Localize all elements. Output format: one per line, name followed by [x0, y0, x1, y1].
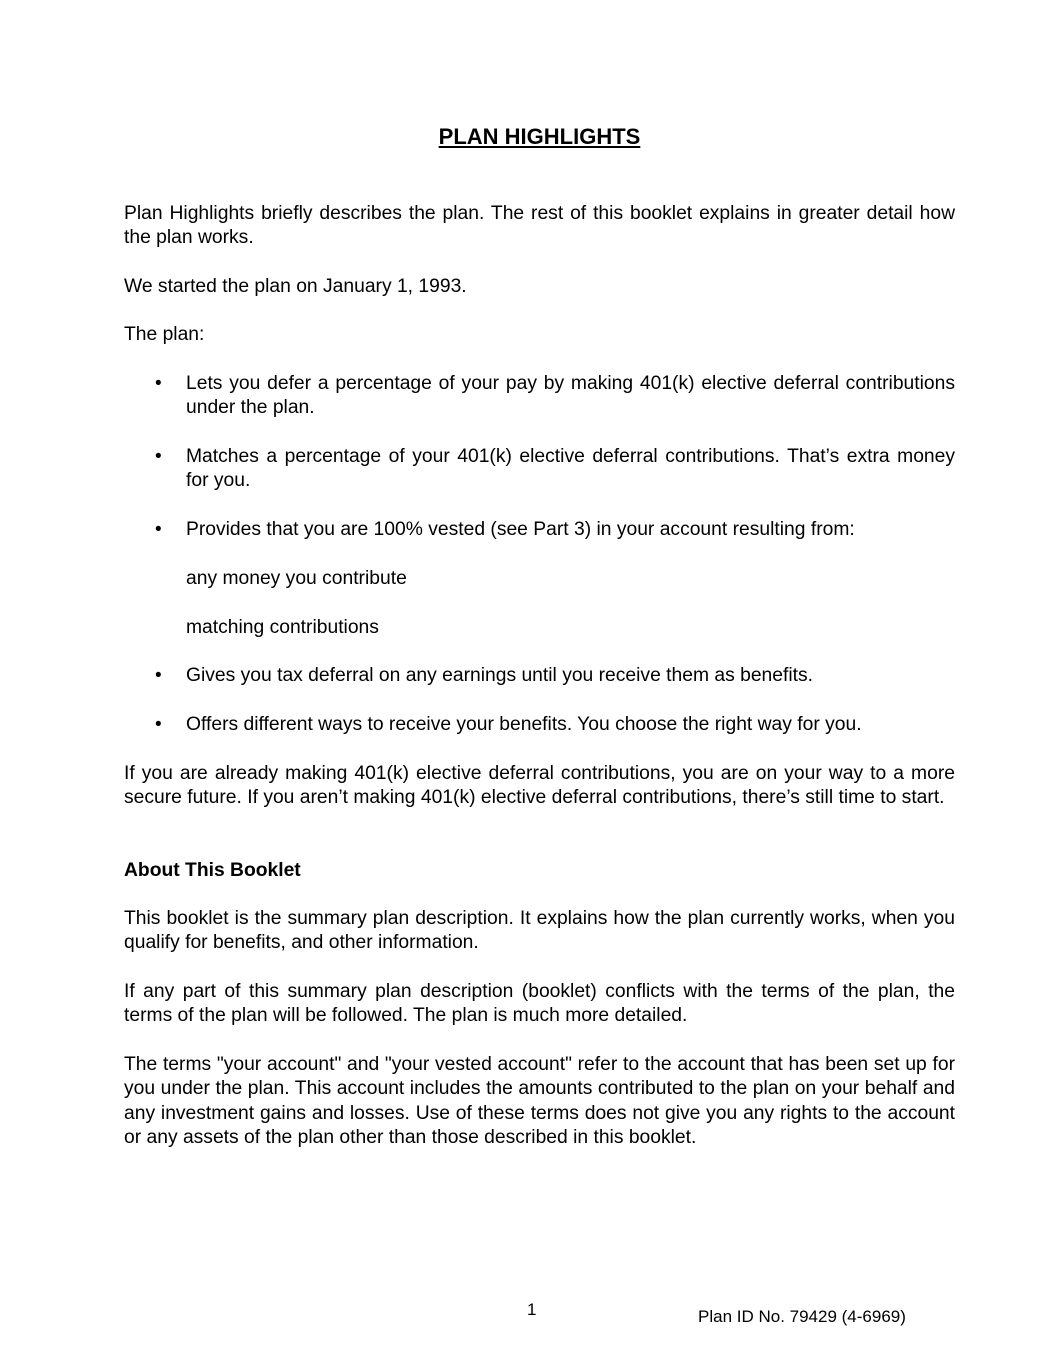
bullet-marker: •: [155, 373, 162, 394]
bullet-item-vesting: Provides that you are 100% vested (see Part 3) in your account resulting from:: [186, 519, 855, 540]
bullet-marker: •: [155, 665, 162, 686]
about-heading: About This Booklet: [124, 860, 301, 881]
plan-id: Plan ID No. 79429 (4-6969): [698, 1307, 906, 1326]
start-date-paragraph: We started the plan on January 1, 1993.: [124, 276, 467, 297]
vested-item-own-money: any money you contribute: [186, 568, 407, 589]
bullet-item-match: Matches a percentage of your 401(k) elective deferral contributions. That’s extra money for you.: [186, 446, 955, 492]
bullet-item-benefit-options: Offers different ways to receive your benefits. You choose the right way for you.: [186, 714, 862, 735]
about-paragraph-conflicts: If any part of this summary plan description (booklet) conflicts with the terms of the plan, the terms of the plan will be followed. The plan is much more detailed.: [124, 981, 955, 1027]
bullet-item-tax-deferral: Gives you tax deferral on any earnings until you receive them as benefits.: [186, 665, 813, 686]
bullet-item-deferral: Lets you defer a percentage of your pay by making 401(k) elective deferral contributions under the plan.: [186, 373, 955, 419]
about-paragraph-terms: The terms "your account" and "your vested account" refer to the account that has been set up for you under the plan. This account includes the amounts contributed to the plan on your behalf and any investment gains and losses. Use of these terms does not give you any rights to the account or any assets of the plan other than those described in this booklet.: [124, 1054, 955, 1148]
encouragement-paragraph: If you are already making 401(k) elective deferral contributions, you are on your way to a more secure future. If you aren’t making 401(k) elective deferral contributions, there’s still time to start.: [124, 763, 955, 809]
plan-lead-text: The plan:: [124, 324, 205, 345]
page-number: 1: [527, 1300, 537, 1319]
bullet-marker: •: [155, 519, 162, 540]
intro-paragraph: Plan Highlights briefly describes the plan. The rest of this booklet explains in greater detail how the plan works.: [124, 203, 955, 249]
vested-item-matching: matching contributions: [186, 617, 379, 638]
page-title: PLAN HIGHLIGHTS: [438, 124, 641, 149]
bullet-marker: •: [155, 714, 162, 735]
about-paragraph-summary: This booklet is the summary plan description. It explains how the plan currently works, when you qualify for benefits, and other information.: [124, 908, 955, 954]
bullet-marker: •: [155, 446, 162, 467]
